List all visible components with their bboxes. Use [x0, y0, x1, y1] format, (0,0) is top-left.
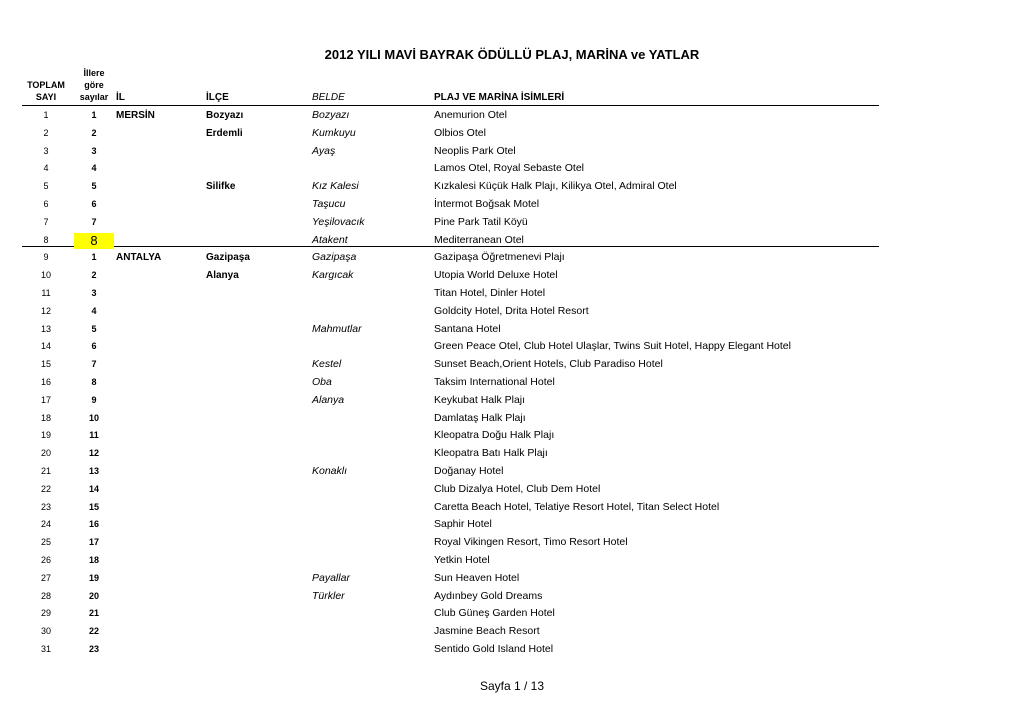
header-divider [22, 105, 879, 106]
row-town: Kız Kalesi [312, 180, 359, 193]
table-row [22, 321, 879, 339]
row-province-count: 4 [91, 305, 97, 316]
row-province-count: 22 [88, 626, 99, 637]
row-town: Kumkuyu [312, 126, 356, 139]
table-row [22, 427, 879, 445]
row-total-number: 6 [43, 199, 49, 209]
row-beach-marina-names: Kleopatra Batı Halk Plajı [434, 447, 548, 460]
row-total-number: 26 [40, 555, 51, 565]
row-town: Alanya [312, 393, 345, 406]
row-total-number: 24 [40, 519, 51, 530]
row-town: Kargıcak [312, 269, 354, 282]
row-beach-marina-names: Santana Hotel [434, 322, 501, 335]
row-total-number: 22 [40, 483, 51, 494]
row-province-count: 9 [91, 394, 97, 405]
row-total-number: 11 [41, 288, 51, 298]
row-total-number: 18 [40, 412, 51, 423]
row-province-count: 13 [88, 466, 99, 476]
table-row [22, 588, 879, 606]
row-district: Bozyazı [206, 110, 244, 121]
row-beach-marina-names: Gazipaşa Öğretmenevi Plajı [434, 251, 565, 264]
row-province-count: 2 [91, 270, 97, 281]
row-town: Konaklı [312, 465, 348, 477]
table-row [22, 143, 879, 161]
row-beach-marina-names: Kleopatra Doğu Halk Plajı [434, 429, 555, 442]
row-total-number: 27 [40, 572, 51, 583]
row-province-count: 1 [91, 110, 97, 120]
row-beach-marina-names: Aydınbey Gold Dreams [434, 589, 543, 602]
row-beach-marina-names: Utopia World Deluxe Hotel [434, 269, 558, 282]
page-title: 2012 YILI MAVİ BAYRAK ÖDÜLLÜ PLAJ, MARİNA ve YATLAR [324, 47, 700, 62]
table-row [22, 641, 879, 659]
row-beach-marina-names: Titan Hotel, Dinler Hotel [434, 287, 546, 299]
row-beach-marina-names: Damlataş Halk Plajı [434, 411, 526, 424]
row-town: Atakent [312, 233, 348, 246]
row-beach-marina-names: Jasmine Beach Resort [434, 625, 540, 638]
row-province-count: 14 [88, 483, 99, 494]
row-district: Silifke [206, 181, 236, 193]
table-row [22, 356, 879, 374]
row-beach-marina-names: Caretta Beach Hotel, Telatiye Resort Hotel, Titan Select Hotel [434, 500, 720, 513]
table-row [22, 178, 879, 196]
table-row [22, 196, 879, 214]
row-beach-marina-names: Pine Park Tatil Köyü [434, 215, 528, 228]
row-province-count: 10 [88, 412, 99, 423]
row-beach-marina-names: Club Güneş Garden Hotel [434, 607, 555, 620]
row-total-number: 2 [43, 127, 49, 138]
row-total-number: 21 [40, 466, 51, 476]
row-town: Oba [312, 376, 332, 388]
row-beach-marina-names: Doğanay Hotel [434, 465, 504, 477]
table-row [22, 125, 879, 143]
row-total-number: 19 [40, 430, 51, 441]
table-row [22, 249, 879, 267]
row-town: Türkler [312, 589, 345, 602]
row-district: Gazipaşa [206, 252, 250, 264]
row-total-number: 10 [40, 270, 51, 281]
table-row [22, 285, 879, 303]
header-iller-line1: İllere [83, 68, 105, 78]
header-toplam-line1: TOPLAM [27, 80, 65, 90]
row-province-count: 5 [91, 323, 97, 334]
header-il: İL [116, 92, 125, 103]
table-row [22, 214, 879, 232]
row-total-number: 4 [43, 163, 49, 174]
row-beach-marina-names: Lamos Otel, Royal Sebaste Otel [434, 162, 584, 175]
row-total-number: 23 [40, 501, 51, 512]
row-province: ANTALYA [116, 252, 162, 264]
header-plaj-marina: PLAJ VE MARİNA İSİMLERİ [434, 92, 565, 103]
row-province-count: 8 [74, 233, 114, 249]
table-row [22, 232, 879, 250]
header-toplam-sayi [22, 79, 70, 103]
row-province-count: 15 [88, 501, 99, 512]
row-beach-marina-names: Taksim International Hotel [434, 376, 555, 388]
row-total-number: 20 [40, 448, 51, 459]
row-total-number: 9 [43, 252, 49, 263]
row-beach-marina-names: Royal Vikingen Resort, Timo Resort Hotel [434, 536, 628, 549]
row-total-number: 29 [40, 608, 51, 619]
row-province: MERSİN [116, 110, 155, 121]
row-province-count: 6 [91, 199, 97, 209]
row-beach-marina-names: Kızkalesi Küçük Halk Plajı, Kilikya Otel, Admiral Otel [434, 180, 677, 193]
row-beach-marina-names: Yetkin Hotel [434, 554, 490, 566]
row-beach-marina-names: Green Peace Otel, Club Hotel Ulaşlar, Twins Suit Hotel, Happy Elegant Hotel [434, 340, 791, 353]
row-total-number: 25 [40, 537, 51, 548]
row-province-count: 6 [91, 341, 97, 352]
row-total-number: 5 [43, 181, 49, 192]
table-row [22, 481, 879, 499]
row-town: Bozyazı [312, 109, 350, 121]
header-ilce: İLÇE [206, 92, 229, 103]
table-row [22, 463, 879, 481]
row-province-count: 8 [91, 377, 97, 387]
row-total-number: 8 [43, 234, 49, 245]
table-row [22, 374, 879, 392]
row-province-count: 7 [91, 359, 97, 370]
page-footer: Sayfa 1 / 13 [479, 679, 545, 693]
header-toplam-line2: SAYI [35, 92, 57, 102]
row-province-count: 20 [88, 590, 99, 601]
table-row [22, 392, 879, 410]
table-row [22, 623, 879, 641]
row-beach-marina-names: Sun Heaven Hotel [434, 571, 520, 584]
table-row [22, 107, 879, 125]
row-beach-marina-names: Keykubat Halk Plajı [434, 393, 526, 406]
table-row [22, 605, 879, 623]
row-town: Taşucu [312, 198, 346, 210]
table-row [22, 570, 879, 588]
row-total-number: 17 [40, 394, 51, 405]
row-district: Erdemli [206, 127, 243, 139]
table-row [22, 338, 879, 356]
table-row [22, 516, 879, 534]
row-town: Mahmutlar [312, 322, 362, 335]
row-total-number: 14 [40, 341, 51, 352]
row-beach-marina-names: Saphir Hotel [434, 518, 492, 531]
row-province-count: 2 [91, 127, 97, 138]
row-beach-marina-names: Club Dizalya Hotel, Club Dem Hotel [434, 482, 601, 495]
row-town: Yeşilovacık [312, 215, 365, 228]
row-province-count: 3 [91, 145, 97, 156]
row-town: Kestel [312, 358, 342, 371]
row-beach-marina-names: Neoplis Park Otel [434, 144, 516, 157]
row-total-number: 30 [40, 626, 51, 637]
row-town: Ayaş [312, 144, 336, 157]
row-total-number: 12 [40, 305, 51, 316]
row-province-count: 21 [88, 608, 99, 619]
row-province-count: 23 [88, 644, 99, 654]
row-province-count: 12 [88, 448, 99, 459]
row-total-number: 15 [40, 359, 51, 370]
row-beach-marina-names: İntermot Boğsak Motel [434, 198, 540, 210]
row-beach-marina-names: Sentido Gold Island Hotel [434, 643, 554, 655]
row-province-count: 3 [91, 288, 97, 298]
table-row [22, 534, 879, 552]
row-total-number: 31 [40, 644, 51, 654]
row-total-number: 13 [40, 323, 51, 334]
table-row [22, 267, 879, 285]
row-province-count: 1 [91, 252, 97, 263]
row-beach-marina-names: Olbios Otel [434, 126, 486, 139]
table-row [22, 160, 879, 178]
row-district: Alanya [206, 270, 239, 282]
header-belde: BELDE [312, 92, 345, 103]
header-iller-line2: göre [84, 80, 104, 90]
row-province-count: 17 [88, 537, 99, 548]
row-town: Payallar [312, 571, 350, 584]
table-row [22, 552, 879, 570]
row-total-number: 3 [43, 145, 49, 156]
header-iller-line3: sayılar [79, 92, 109, 102]
row-beach-marina-names: Goldcity Hotel, Drita Hotel Resort [434, 304, 589, 317]
row-province-count: 7 [91, 216, 97, 227]
row-province-count: 4 [91, 163, 97, 174]
row-province-count: 19 [88, 572, 99, 583]
row-beach-marina-names: Mediterranean Otel [434, 233, 524, 246]
row-total-number: 28 [40, 590, 51, 601]
row-total-number: 7 [43, 216, 49, 227]
header-iller-gore-sayilar [74, 67, 114, 103]
table-row [22, 499, 879, 517]
row-town: Gazipaşa [312, 251, 357, 264]
table-row [22, 445, 879, 463]
table-row [22, 303, 879, 321]
row-beach-marina-names: Sunset Beach,Orient Hotels, Club Paradiso Hotel [434, 358, 663, 371]
row-province-count: 11 [89, 430, 99, 441]
row-province-count: 5 [91, 181, 97, 192]
row-province-count: 16 [88, 519, 99, 530]
row-province-count: 18 [88, 555, 99, 565]
row-total-number: 16 [40, 377, 51, 387]
row-total-number: 1 [43, 110, 49, 120]
row-beach-marina-names: Anemurion Otel [434, 109, 507, 121]
table-row [22, 410, 879, 428]
